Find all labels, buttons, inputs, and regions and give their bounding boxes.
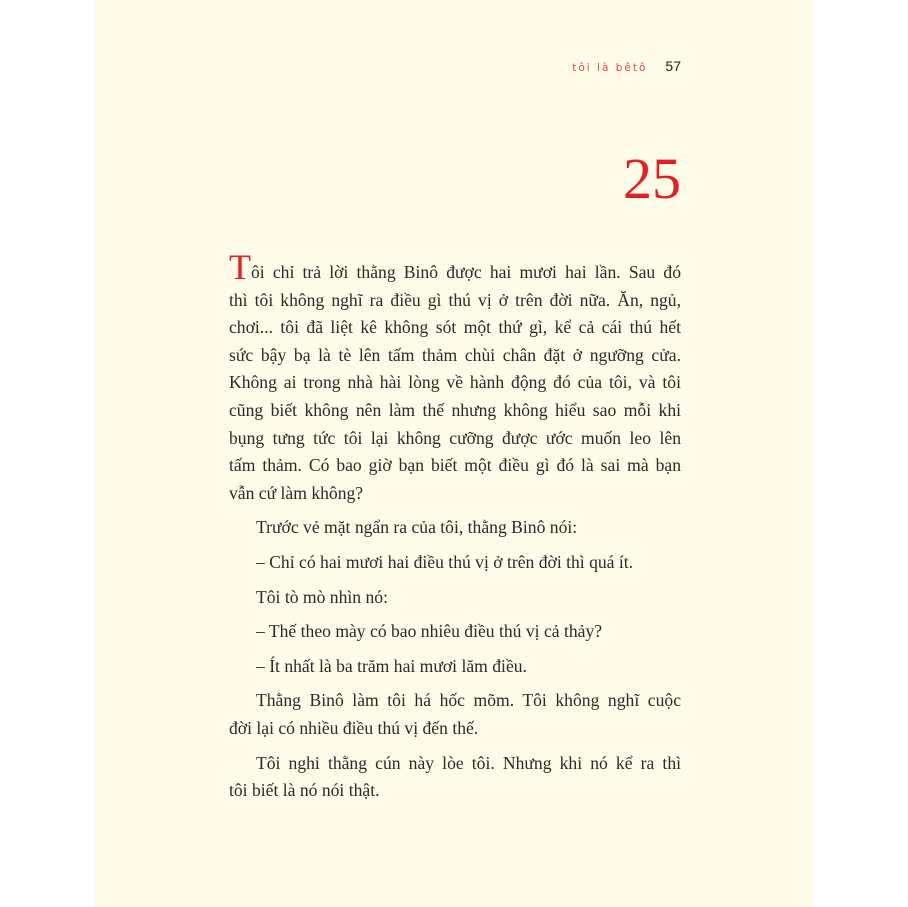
text-line — [229, 342, 681, 370]
line-text: Không ai trong nhà hài lòng về hành động đó của tôi, và tôi — [229, 372, 681, 393]
text-line — [229, 480, 681, 508]
page-number: 57 — [665, 58, 681, 74]
paragraph — [229, 750, 681, 805]
paragraph — [229, 247, 681, 507]
text-line — [229, 397, 681, 425]
line-text: Tôi tò mò nhìn nó: — [256, 586, 388, 607]
line-text: sức bậy bạ là tè lên tấm thảm chùi chân đặt ở ngưỡng cửa. — [229, 344, 681, 365]
text-line — [229, 687, 681, 715]
chapter-number: 25 — [623, 146, 681, 211]
line-text: Trước vẻ mặt ngẩn ra của tôi, thằng Binô nói: — [256, 517, 578, 538]
paragraph — [229, 687, 681, 742]
line-text: vẫn cứ làm không? — [229, 482, 364, 503]
paragraph — [229, 514, 681, 542]
text-line — [229, 314, 681, 342]
line-text: – Ít nhất là ba trăm hai mươi lăm điều. — [256, 655, 527, 676]
line-text: Tôi nghi thằng cún này lòe tôi. Nhưng khi nó kể ra thì — [256, 752, 681, 773]
text-line — [229, 777, 681, 805]
line-text: tôi biết là nó nói thật. — [229, 780, 380, 801]
running-head — [572, 58, 681, 74]
text-line — [229, 750, 681, 778]
line-text: chơi... tôi đã liệt kê không sót một thứ gì, kể cả cái thú hết — [229, 317, 681, 338]
text-line — [229, 514, 681, 542]
paragraph — [229, 549, 681, 577]
text-line — [229, 549, 681, 577]
text-line — [229, 584, 681, 612]
text-line — [229, 618, 681, 646]
line-text: bụng tưng tức tôi lại không cưỡng được ước muốn leo lên — [229, 427, 681, 448]
text-line — [229, 287, 681, 315]
line-text: đời lại có nhiều điều thú vị đến thế. — [229, 717, 479, 738]
drop-cap: T — [229, 247, 251, 287]
body-text — [229, 247, 681, 812]
text-line — [229, 452, 681, 480]
running-title: tôi là bêtô — [572, 62, 648, 74]
line-text: – Chỉ có hai mươi hai điều thú vị ở trên đời thì quá ít. — [256, 551, 634, 572]
line-text: – Thế theo mày có bao nhiêu điều thú vị cả thảy? — [256, 621, 603, 642]
line-text: tấm thảm. Có bao giờ bạn biết một điều gì đó là sai mà bạn — [229, 455, 681, 476]
line-text: cũng biết không nên làm thế nhưng không hiểu sao mỗi khi — [229, 399, 681, 420]
paragraph — [229, 584, 681, 612]
paragraph — [229, 653, 681, 681]
text-line — [229, 247, 681, 287]
text-line — [229, 715, 681, 743]
text-line — [229, 369, 681, 397]
line-text: ôi chỉ trả lời thằng Binô được hai mươi hai lần. Sau đó — [251, 262, 681, 282]
text-line — [229, 653, 681, 681]
book-page — [95, 0, 813, 907]
text-line — [229, 425, 681, 453]
line-text: thì tôi không nghĩ ra điều gì thú vị ở trên đời nữa. Ăn, ngủ, — [229, 289, 681, 310]
line-text: Thằng Binô làm tôi há hốc mõm. Tôi không nghĩ cuộc — [256, 690, 681, 711]
paragraph — [229, 618, 681, 646]
